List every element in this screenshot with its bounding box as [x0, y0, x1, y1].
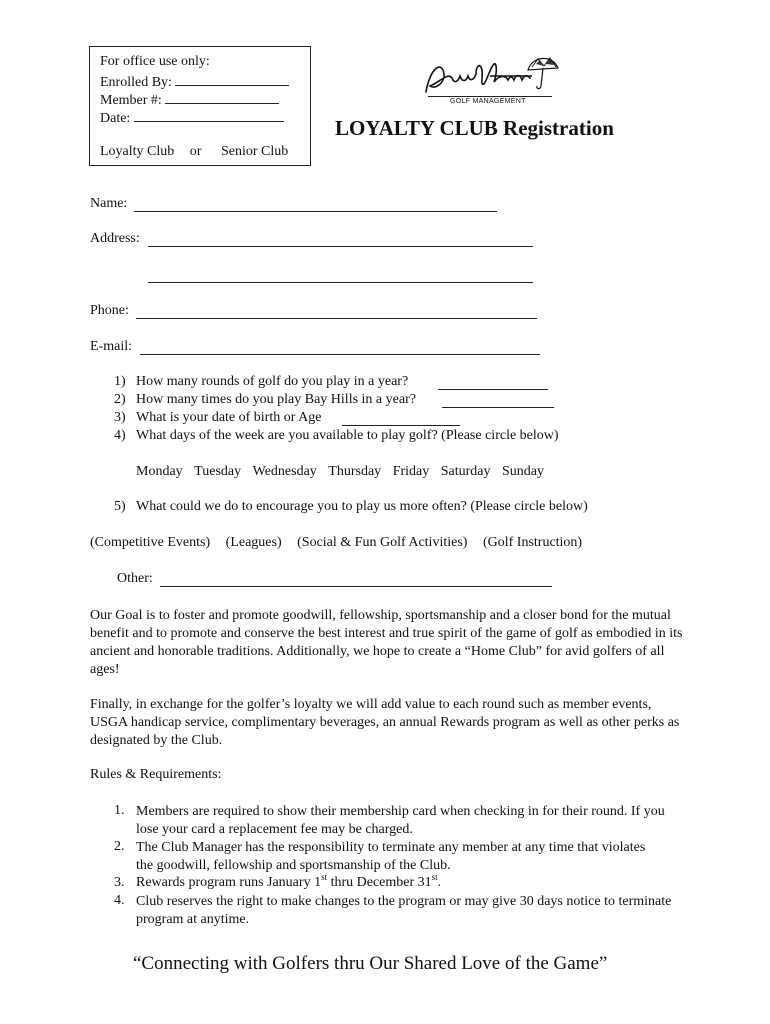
- day-wednesday[interactable]: Wednesday: [252, 464, 317, 479]
- name-label: Name:: [90, 196, 128, 211]
- question-3-number: 3): [114, 410, 126, 425]
- question-2-number: 2): [114, 392, 126, 407]
- other-field[interactable]: [160, 586, 552, 587]
- office-use-heading: For office use only:: [100, 54, 210, 69]
- loyalty-club-option[interactable]: Loyalty Club: [100, 144, 175, 159]
- enrolled-by-field[interactable]: [175, 71, 289, 86]
- office-date-row: [100, 107, 284, 127]
- day-saturday[interactable]: Saturday: [440, 464, 491, 479]
- office-date-label: Date:: [100, 111, 131, 126]
- member-number-field[interactable]: [165, 89, 279, 104]
- day-monday[interactable]: Monday: [136, 464, 183, 479]
- logo-subtitle: GOLF MANAGEMENT: [450, 98, 526, 105]
- day-thursday[interactable]: Thursday: [328, 464, 382, 479]
- question-5-text: What could we do to encourage you to play us more often? (Please circle below): [136, 499, 588, 514]
- arnold-palmer-logo: [420, 52, 560, 108]
- day-tuesday[interactable]: Tuesday: [194, 464, 242, 479]
- member-number-row: [100, 89, 279, 109]
- option-social-fun[interactable]: (Social & Fun Golf Activities): [297, 535, 468, 550]
- club-type-row: [100, 143, 288, 160]
- rule-2-number: 2.: [114, 839, 125, 854]
- question-4-text: What days of the week are you available to play golf? (Please circle below): [136, 428, 559, 443]
- office-date-field[interactable]: [134, 107, 284, 122]
- option-leagues[interactable]: (Leagues): [225, 535, 282, 550]
- office-use-box: [89, 46, 311, 166]
- phone-label: Phone:: [90, 303, 129, 318]
- club-or-text: or: [189, 144, 202, 159]
- question-3-text: What is your date of birth or Age: [136, 410, 322, 425]
- option-golf-instruction[interactable]: (Golf Instruction): [482, 535, 583, 550]
- rules-heading: Rules & Requirements:: [90, 767, 222, 782]
- day-friday[interactable]: Friday: [392, 464, 430, 479]
- rule-1-text: Members are required to show their membership card when checking in for their round. If you lose your card a replacement fee may be charged.: [136, 804, 665, 837]
- question-2-text: How many times do you play Bay Hills in a year?: [136, 392, 416, 407]
- name-field[interactable]: [134, 211, 497, 212]
- rule-1-number: 1.: [114, 803, 125, 818]
- member-number-label: Member #:: [100, 93, 162, 108]
- days-row: [136, 464, 544, 480]
- rule-3-text: Rewards program runs January 1st thru December 31st.: [136, 872, 442, 890]
- question-4-number: 4): [114, 428, 126, 443]
- rule-4-text: Club reserves the right to make changes to the program or may give 30 days notice to terminate program at anytime.: [136, 894, 672, 927]
- day-sunday[interactable]: Sunday: [502, 464, 545, 479]
- rule-3-number: 3.: [114, 875, 125, 890]
- question-2-answer[interactable]: [442, 407, 554, 408]
- rule-4-number: 4.: [114, 893, 125, 908]
- enrolled-by-label: Enrolled By:: [100, 75, 172, 90]
- option-competitive-events[interactable]: (Competitive Events): [90, 535, 211, 550]
- email-field[interactable]: [140, 354, 540, 355]
- address-label: Address:: [90, 231, 140, 246]
- question-1-answer[interactable]: [438, 389, 548, 390]
- goal-paragraph: Our Goal is to foster and promote goodwill, fellowship, sportsmanship and a closer bond for the mutual benefit and to promote and conserve the best interest and true spirit of the game of golf as embodied in its ancient and honorable traditions. Additionally, we hope to create a “Home Club” for avid golfers of all ages!: [90, 608, 683, 677]
- question-3-answer[interactable]: [342, 425, 460, 426]
- email-label: E-mail:: [90, 339, 132, 354]
- question-1-text: How many rounds of golf do you play in a year?: [136, 374, 409, 389]
- rule-2-text: The Club Manager has the responsibility to terminate any member at any time that violates the goodwill, fellowship and sportsmanship of the Club.: [136, 840, 646, 873]
- signature-umbrella-icon: [420, 52, 560, 100]
- question-5-number: 5): [114, 499, 126, 514]
- phone-field[interactable]: [136, 318, 537, 319]
- question-1-number: 1): [114, 374, 126, 389]
- address-field-line-2[interactable]: [148, 282, 533, 283]
- slogan: “Connecting with Golfers thru Our Shared Love of the Game”: [133, 953, 608, 974]
- address-field-line-1[interactable]: [148, 246, 533, 247]
- finally-paragraph: Finally, in exchange for the golfer’s loyalty we will add value to each round such as member events, USGA handicap service, complimentary beverages, an annual Rewards program as well as other perks as designated by the Club.: [90, 697, 680, 748]
- senior-club-option[interactable]: Senior Club: [220, 144, 289, 159]
- enrolled-by-row: [100, 71, 289, 91]
- options-row: [90, 535, 582, 551]
- other-label: Other:: [117, 571, 153, 586]
- logo-rule: [428, 96, 552, 97]
- page-title: LOYALTY CLUB Registration: [335, 116, 614, 140]
